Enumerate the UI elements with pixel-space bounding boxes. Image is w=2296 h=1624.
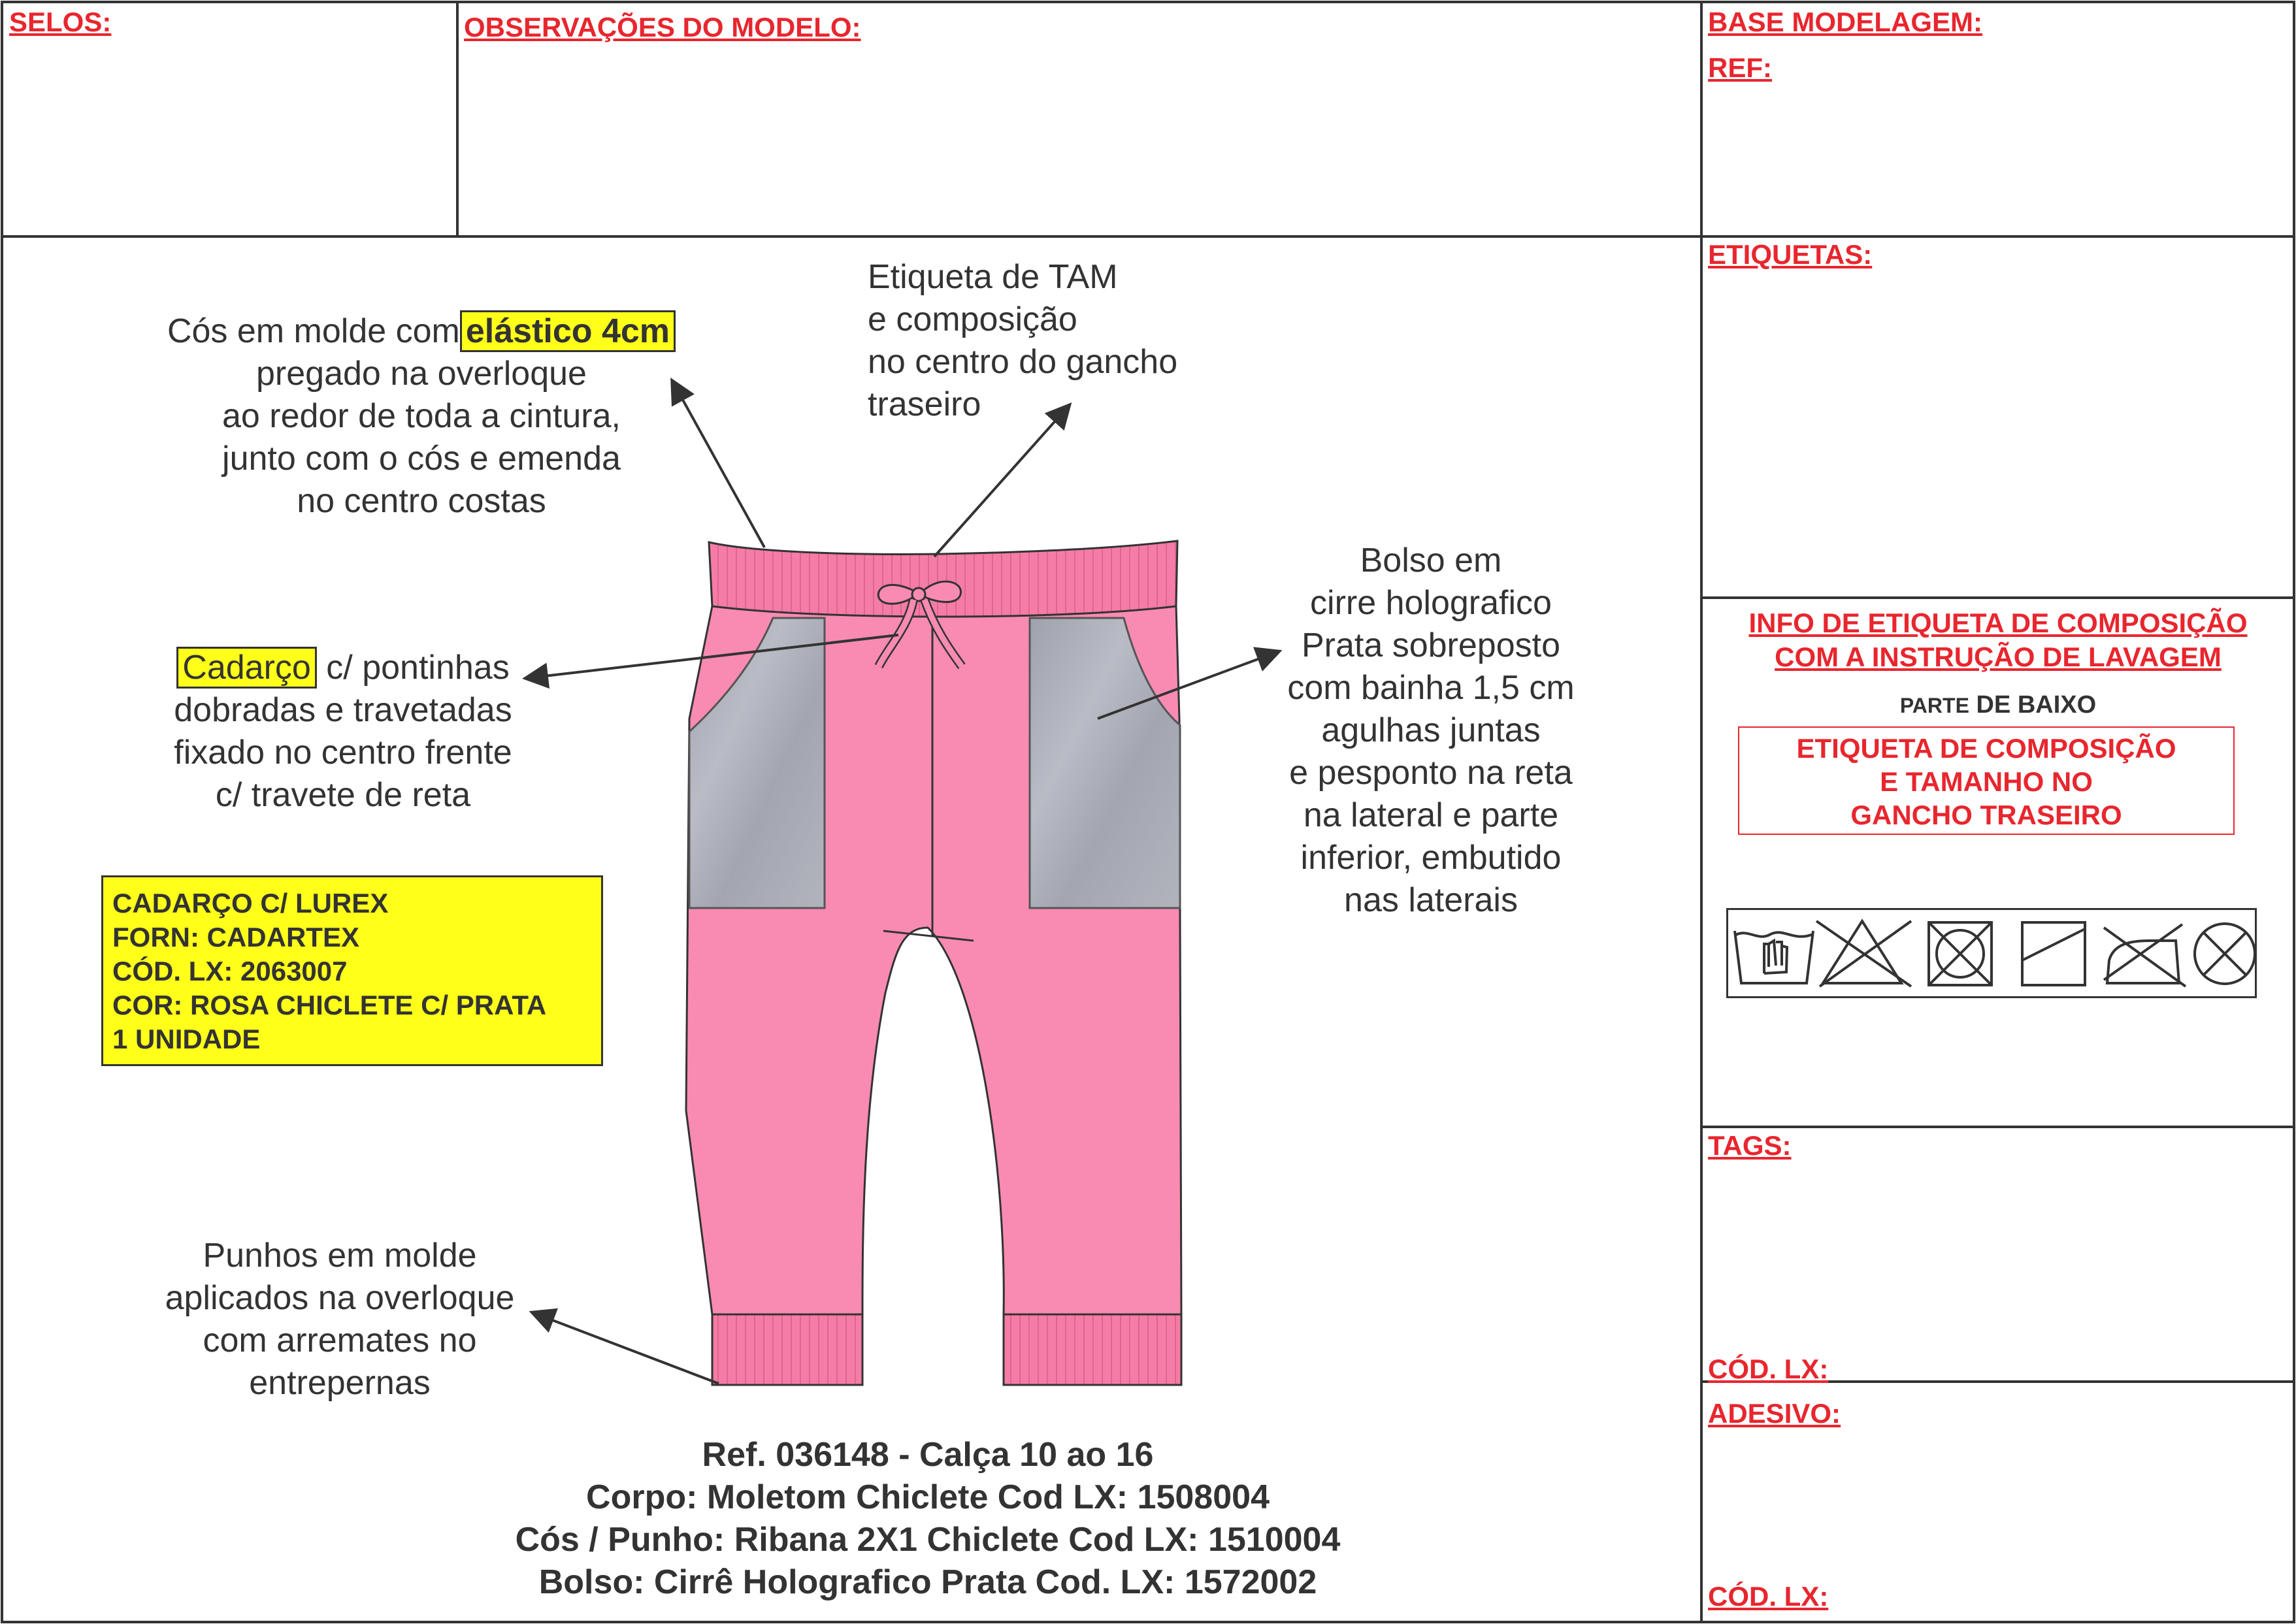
adesivo-cod-label: CÓD. LX:: [1708, 1581, 1829, 1612]
etiquetas-label: ETIQUETAS:: [1708, 239, 1873, 270]
cuff-note: Punhos em molde aplicados na overloque com arremates no entrepernas: [165, 1237, 515, 1402]
cuff-arrow: [534, 1313, 719, 1384]
drawstring-note: Cadarço c/ pontinhas dobradas e travetadas fixado no centro frente c/ travete de reta: [118, 647, 568, 817]
right-pocket: [1030, 618, 1180, 908]
adesivo-label: ADESIVO:: [1708, 1398, 1841, 1429]
tags-cod-label: CÓD. LX:: [1708, 1354, 1829, 1384]
product-reference: [340, 1434, 1516, 1604]
annotation-arrows: [527, 382, 1277, 1384]
selos-label: SELOS:: [9, 7, 112, 37]
elastic-highlight: elástico 4cm: [460, 310, 676, 352]
label-note: Etiqueta de TAM e composição no centro do gancho traseiro: [868, 258, 1178, 423]
ref-label: REF:: [1708, 52, 1772, 83]
pocket-note: Bolso em cirre holografico Prata sobreposto com bainha 1,5 cm agulhas juntas e pesponto na reta na lateral e parte inferior, embutido nas laterais: [1287, 542, 1575, 919]
parte-de-baixo: PARTE DE BAIXO: [1899, 691, 2097, 719]
tags-label: TAGS:: [1708, 1130, 1792, 1161]
right-cuff: [1004, 1314, 1181, 1385]
trim-info-box: CADARÇO C/ LUREX FORN: CADARTEX CÓD. LX: 2063007 COR: ROSA CHICLETE C/ PRATA 1 UNIDADE: [101, 875, 603, 1066]
left-cuff: [712, 1314, 862, 1385]
composition-label-box: ETIQUETA DE COMPOSIÇÃO E TAMANHO NO GANCHO TRASEIRO: [1738, 726, 2235, 835]
left-pocket: [689, 618, 825, 908]
pants-body: [686, 606, 1181, 1314]
waistband: [709, 541, 1177, 617]
product-bolso-line: Bolso: Cirrê Holografico Prata Cod. LX: 1572002: [538, 1563, 1317, 1601]
observacoes-label: OBSERVAÇÕES DO MODELO:: [464, 12, 861, 42]
base-modelagem-label: BASE MODELAGEM:: [1708, 7, 1982, 37]
product-corpo-line: Corpo: Moletom Chiclete Cod LX: 1508004: [586, 1478, 1270, 1516]
drawstring-arrow: [527, 635, 898, 678]
composition-info-title: INFO DE ETIQUETA DE COMPOSIÇÃO COM A INSTRUÇÃO DE LAVAGEM: [1748, 608, 2248, 672]
product-cos-punho-line: Cós / Punho: Ribana 2X1 Chiclete Cod LX: 1510004: [515, 1521, 1341, 1559]
cadarco-highlight: Cadarço: [176, 647, 317, 689]
product-ref-line: Ref. 036148 - Calça 10 ao 16: [702, 1436, 1154, 1474]
pants-illustration: [686, 541, 1181, 1385]
label-arrow: [934, 406, 1068, 557]
care-symbols-box: [1726, 908, 2257, 998]
drawstring-bow: [878, 581, 962, 666]
waistband-note: Cós em molde com elástico 4cm pregado na overloque ao redor de toda a cintura, junto com o cós e emenda no centro costas: [78, 310, 764, 523]
